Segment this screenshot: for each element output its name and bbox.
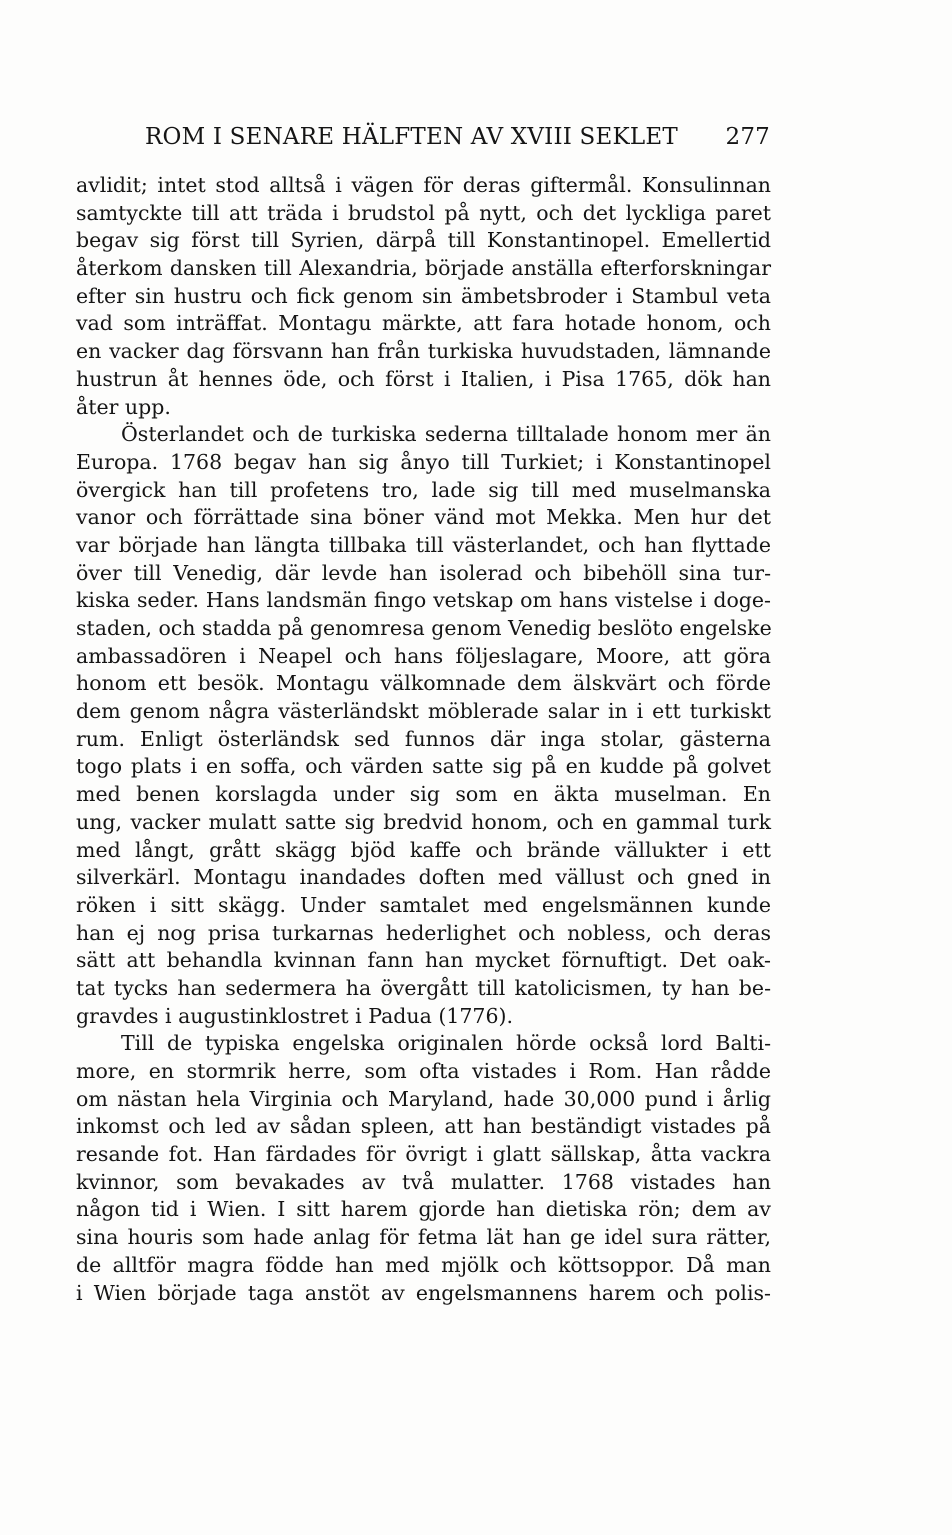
text-line: gravdes i augustinklostret i Padua (1776). bbox=[76, 1003, 514, 1028]
text-line: vad som inträffat. Montagu märkte, att fara hotade honom, och bbox=[76, 311, 771, 336]
text-line: röken i sitt skägg. Under samtalet med engelsmännen kunde bbox=[76, 892, 771, 917]
text-line: de alltför magra födde han med mjölk och köttsoppor. Då man bbox=[76, 1252, 771, 1277]
text-line: hustrun åt hennes öde, och först i Italien, i Pisa 1765, dök han bbox=[76, 366, 771, 391]
text-line: avlidit; intet stod alltså i vägen för deras giftermål. Konsulinnan bbox=[76, 173, 771, 197]
text-line: Österlandet och de turkiska sederna tilltalade honom mer än bbox=[121, 422, 771, 447]
text-line: sina houris som hade anlag för fetma lät han ge idel sura rätter, bbox=[76, 1225, 771, 1250]
text-line: en vacker dag försvann han från turkiska huvudstaden, lämnande bbox=[76, 339, 771, 364]
text-line: tat tycks han sedermera ha övergått till katolicismen, ty han be- bbox=[76, 975, 771, 1000]
text-line: togo plats i en soffa, och värden satte sig på en kudde på golvet bbox=[76, 754, 771, 779]
text-line: inkomst och led av sådan spleen, att han beständigt vistades på bbox=[76, 1114, 771, 1139]
text-line: vanor och förrättade sina böner vänd mot Mekka. Men hur det bbox=[76, 505, 771, 530]
text-line: kiska seder. Hans landsmän fingo vetskap om hans vistelse i doge- bbox=[76, 588, 771, 613]
text-line: i Wien började taga anstöt av engelsmannens harem och polis- bbox=[76, 1280, 771, 1305]
running-header bbox=[145, 124, 770, 158]
text-line: staden, och stadda på genomresa genom Venedig beslöto engelske bbox=[76, 616, 772, 640]
paragraph bbox=[76, 172, 771, 421]
text-line: rum. Enligt österländsk sed funnos där inga stolar, gästerna bbox=[76, 726, 771, 751]
text-line: more, en stormrik herre, som ofta vistades i Rom. Han rådde bbox=[76, 1059, 771, 1083]
text-line: efter sin hustru och fick genom sin ämbetsbroder i Stambul veta bbox=[76, 283, 771, 308]
text-line: begav sig först till Syrien, därpå till Konstantinopel. Emellertid bbox=[76, 228, 771, 253]
text-line: ambassadören i Neapel och hans följeslagare, Moore, att göra bbox=[76, 643, 771, 668]
text-line: återkom dansken till Alexandria, började anställa efterforskningar bbox=[76, 256, 771, 281]
running-title: ROM I SENARE HÄLFTEN AV XVIII SEKLET bbox=[145, 124, 678, 150]
text-line: resande fot. Han färdades för övrigt i glatt sällskap, åtta vackra bbox=[76, 1142, 771, 1167]
paragraph bbox=[76, 421, 771, 1030]
text-line: med långt, grått skägg bjöd kaffe och brände vällukter i ett bbox=[76, 837, 771, 862]
text-line: sätt att behandla kvinnan fann han mycket förnuftigt. Det oak- bbox=[76, 948, 771, 973]
text-line: med benen korslagda under sig som en äkta muselman. En bbox=[76, 782, 771, 807]
text-line: ung, vacker mulatt satte sig bredvid honom, och en gammal turk bbox=[76, 809, 771, 834]
text-line: han ej nog prisa turkarnas hederlighet och nobless, och deras bbox=[76, 920, 771, 945]
text-line: samtyckte till att träda i brudstol på nytt, och det lyckliga paret bbox=[76, 200, 771, 225]
text-line: någon tid i Wien. I sitt harem gjorde han dietiska rön; dem av bbox=[76, 1197, 771, 1222]
text-line: åter upp. bbox=[76, 394, 171, 419]
text-line: över till Venedig, där levde han isolerad och bibehöll sina tur- bbox=[76, 560, 771, 585]
text-line: kvinnor, som bevakades av två mulatter. 1768 vistades han bbox=[76, 1169, 771, 1194]
text-line: var började han längta tillbaka till västerlandet, och han flyttade bbox=[76, 532, 771, 557]
text-line: Till de typiska engelska originalen hörde också lord Balti- bbox=[121, 1031, 771, 1056]
page-number: 277 bbox=[725, 124, 770, 150]
text-line: om nästan hela Virginia och Maryland, hade 30,000 pund i årlig bbox=[76, 1086, 771, 1111]
text-line: silverkärl. Montagu inandades doften med vällust och gned in bbox=[76, 865, 771, 890]
text-line: honom ett besök. Montagu välkomnade dem älskvärt och förde bbox=[76, 671, 771, 696]
body-text bbox=[76, 172, 771, 1307]
paragraph bbox=[76, 1030, 771, 1307]
text-line: dem genom några västerländskt möblerade salar in i ett turkiskt bbox=[76, 699, 771, 724]
text-line: Europa. 1768 begav han sig ånyo till Turkiet; i Konstantinopel bbox=[76, 449, 771, 474]
text-line: övergick han till profetens tro, lade sig till med muselmanska bbox=[76, 477, 771, 502]
